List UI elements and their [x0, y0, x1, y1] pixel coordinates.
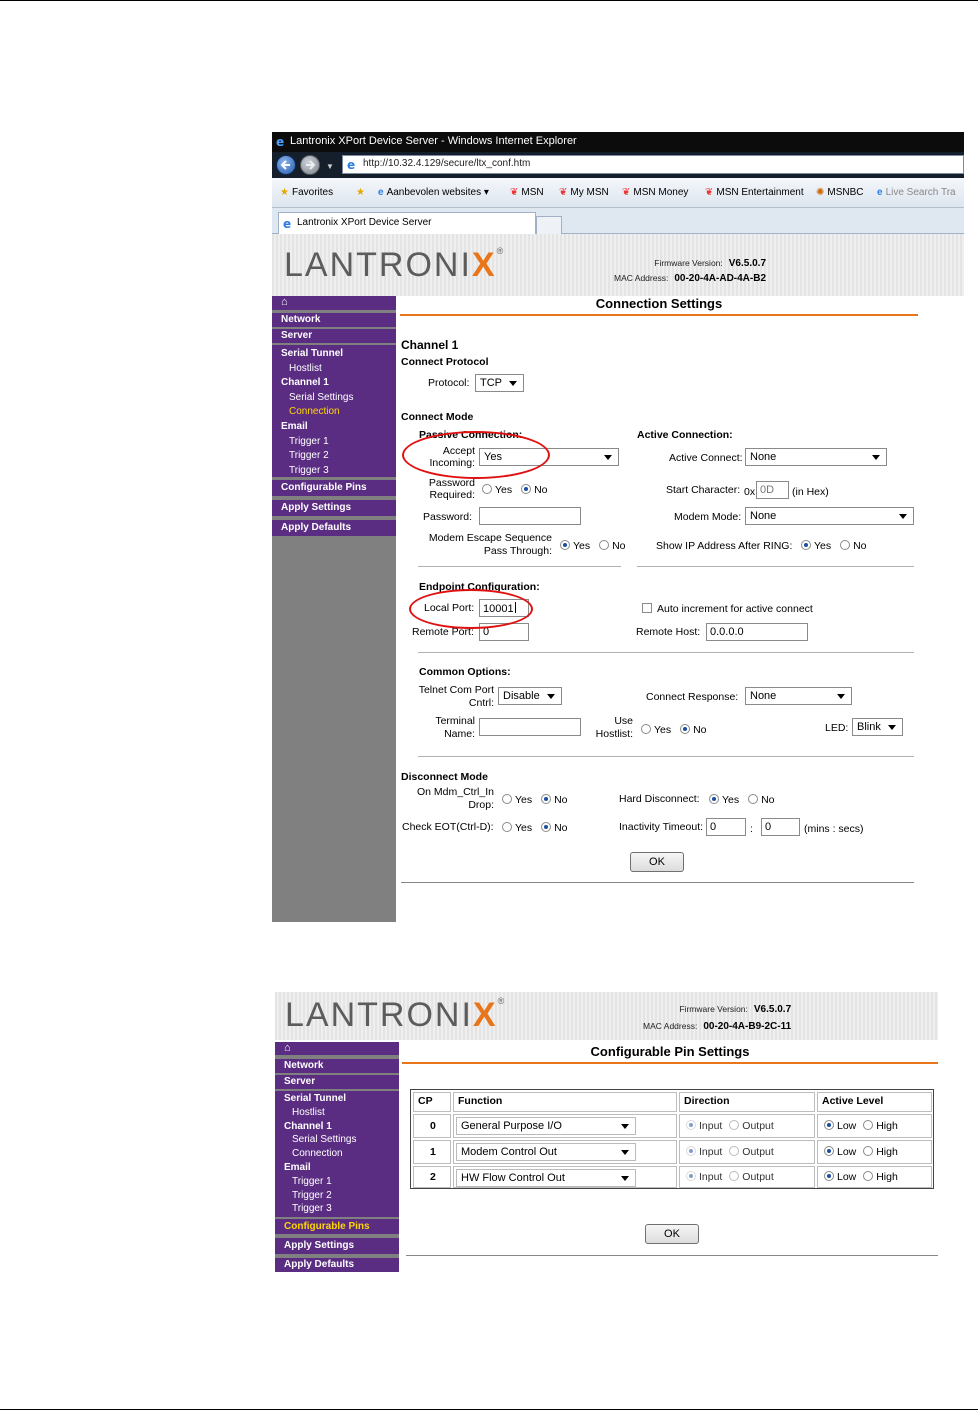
- table-cell-direction: Input Output: [679, 1114, 815, 1138]
- led-label: LED:: [825, 722, 849, 734]
- mac-value: 00-20-4A-AD-4A-B2: [674, 273, 767, 284]
- direction-input-radio[interactable]: [686, 1146, 696, 1156]
- sidebar-item-hostlist[interactable]: Hostlist: [289, 362, 322, 374]
- sidebar-item-apply-defaults[interactable]: Apply Defaults: [272, 520, 396, 536]
- sidebar-item-trigger3[interactable]: Trigger 3: [292, 1203, 332, 1215]
- accept-incoming-select[interactable]: Yes: [479, 448, 619, 466]
- msn-butterfly-icon: ❦: [705, 187, 714, 198]
- page-title: Connection Settings: [400, 296, 918, 316]
- start-character-label: Start Character:: [666, 484, 741, 496]
- disconnect-mode-heading: Disconnect Mode: [401, 771, 488, 783]
- show-ip-yes-radio[interactable]: [801, 540, 811, 550]
- table-cell-function: [453, 1140, 677, 1164]
- check-eot-yes-radio[interactable]: [502, 822, 512, 832]
- sidebar-home[interactable]: [275, 1042, 399, 1055]
- svg-text:e: e: [283, 217, 292, 229]
- sidebar-item-configurable-pins[interactable]: Configurable Pins: [275, 1219, 399, 1234]
- forward-button[interactable]: [300, 155, 320, 175]
- modem-escape-yes-radio[interactable]: [560, 540, 570, 550]
- passive-connection-heading: Passive Connection:: [419, 429, 523, 441]
- mins-secs-label: (mins : secs): [804, 823, 864, 835]
- remote-port-input[interactable]: 0: [479, 623, 529, 641]
- firmware-label: Firmware Version:: [679, 1004, 748, 1014]
- address-bar[interactable]: [342, 155, 964, 174]
- sidebar-item-serial-settings[interactable]: Serial Settings: [292, 1134, 357, 1146]
- local-port-label: Local Port:: [424, 602, 475, 614]
- auto-increment-box[interactable]: [642, 603, 652, 613]
- favorites-star-icon: ★: [280, 187, 289, 198]
- fav-link-msn-money[interactable]: ❦ MSN Money: [622, 187, 689, 198]
- use-hostlist-yes-radio[interactable]: [641, 724, 651, 734]
- configurable-pins-screenshot: [275, 992, 938, 1272]
- modem-mode-select[interactable]: None: [745, 507, 914, 525]
- modem-escape-label: Modem Escape Sequence Pass Through:: [428, 532, 552, 557]
- modem-mode-label: Modem Mode:: [674, 511, 742, 523]
- sidebar-item-trigger2[interactable]: Trigger 2: [289, 450, 329, 462]
- modem-escape-radios: Yes No: [560, 540, 626, 552]
- on-mdm-no-radio[interactable]: [541, 794, 551, 804]
- lantronix-header: [275, 992, 938, 1040]
- sidebar-item-apply-settings[interactable]: Apply Settings: [272, 500, 396, 516]
- use-hostlist-radios: Yes No: [641, 724, 707, 736]
- table-cell-function: [453, 1166, 677, 1188]
- inactivity-minutes-input[interactable]: 0: [706, 818, 746, 836]
- column-header-active-level: Active Level: [817, 1092, 932, 1112]
- add-favorite-icon[interactable]: ★: [356, 187, 365, 198]
- browser-tab[interactable]: [278, 212, 536, 234]
- protocol-select[interactable]: TCP: [475, 374, 524, 392]
- direction-input-radio[interactable]: [686, 1171, 696, 1181]
- hard-disconnect-no-radio[interactable]: [748, 794, 758, 804]
- home-icon: ⌂: [284, 1042, 291, 1054]
- mac-value: 00-20-4A-B9-2C-11: [703, 1021, 792, 1032]
- fav-link-msnbc[interactable]: ✺ MSNBC: [816, 187, 864, 198]
- highlight-circle-accept-incoming: [402, 431, 550, 479]
- inactivity-colon: :: [750, 823, 753, 835]
- use-hostlist-label: Use Hostlist:: [595, 715, 633, 740]
- on-mdm-radios: Yes No: [502, 794, 568, 806]
- divider: [401, 882, 914, 883]
- sidebar-item-connection[interactable]: Connection: [292, 1148, 343, 1160]
- remote-host-label: Remote Host:: [636, 626, 701, 638]
- ie-logo-icon: [282, 217, 294, 232]
- device-info: [643, 1004, 791, 1032]
- auto-increment-checkbox[interactable]: Auto increment for active connect: [642, 603, 813, 615]
- back-button[interactable]: [276, 155, 296, 175]
- ie-window-screenshot: [272, 132, 964, 922]
- active-connect-select[interactable]: None: [745, 448, 887, 466]
- firmware-value: V6.5.0.7: [753, 1004, 792, 1015]
- connect-mode-heading: Connect Mode: [401, 411, 474, 423]
- sidebar-item-apply-defaults[interactable]: Apply Defaults: [275, 1258, 399, 1272]
- table-cell-direction: Input Output: [679, 1166, 815, 1188]
- level-low-radio[interactable]: [824, 1171, 834, 1181]
- remote-host-input[interactable]: 0.0.0.0: [706, 623, 808, 641]
- connect-response-label: Connect Response:: [646, 691, 739, 703]
- msn-butterfly-icon: ❦: [510, 187, 519, 198]
- divider: [418, 652, 914, 653]
- level-high-radio[interactable]: [863, 1120, 873, 1130]
- terminal-name-label: Terminal Name:: [435, 715, 475, 740]
- show-ip-radios: Yes No: [801, 540, 867, 552]
- sidebar-item-serial-settings[interactable]: Serial Settings: [289, 391, 354, 403]
- msnbc-peacock-icon: ✺: [816, 187, 825, 198]
- home-icon: ⌂: [281, 296, 288, 308]
- sidebar-item-email[interactable]: Email: [284, 1161, 311, 1173]
- column-header-direction: Direction: [679, 1092, 815, 1112]
- fav-link-live-search[interactable]: e Live Search Tra: [877, 187, 956, 198]
- function-select[interactable]: Modem Control Out: [456, 1143, 636, 1161]
- window-title: Lantronix XPort Device Server - Windows Internet Explorer: [290, 135, 577, 147]
- active-connection-heading: Active Connection:: [637, 429, 733, 441]
- sidebar-item-hostlist[interactable]: Hostlist: [292, 1106, 325, 1118]
- sidebar: [272, 296, 396, 922]
- table-cell-active-level: Low High: [817, 1166, 932, 1188]
- address-url: http://10.32.4.129/secure/ltx_conf.htm: [363, 158, 531, 169]
- forward-arrow-icon: [304, 159, 316, 171]
- common-options-heading: Common Options:: [419, 666, 511, 678]
- led-select[interactable]: Blink: [852, 718, 903, 736]
- direction-input-radio[interactable]: [686, 1120, 696, 1130]
- ie-logo-icon: [275, 135, 287, 150]
- ie-navigation-bar: [272, 152, 964, 178]
- mac-label: MAC Address:: [643, 1021, 698, 1031]
- logo-registered: ®: [496, 246, 506, 256]
- ie-logo-icon: e: [378, 187, 384, 198]
- direction-output-radio[interactable]: [729, 1120, 739, 1130]
- table-cell-active-level: Low High: [817, 1140, 932, 1164]
- level-low-radio[interactable]: [824, 1120, 834, 1130]
- sidebar-item-server[interactable]: Server: [275, 1075, 399, 1089]
- table-cell-function: [453, 1114, 677, 1138]
- sidebar-item-server[interactable]: Server: [272, 329, 396, 343]
- logo-x: X: [471, 246, 497, 284]
- function-select[interactable]: HW Flow Control Out: [456, 1169, 636, 1187]
- divider: [637, 566, 914, 567]
- table-cell-cp: 2: [413, 1166, 451, 1188]
- start-character-input[interactable]: 0D: [756, 481, 789, 499]
- msn-butterfly-icon: ❦: [622, 187, 631, 198]
- channel-heading: Channel 1: [401, 338, 459, 352]
- page-top-rule: [0, 0, 978, 1]
- new-tab-button[interactable]: [536, 216, 562, 234]
- history-dropdown-icon[interactable]: ▼: [326, 162, 334, 171]
- level-low-radio[interactable]: [824, 1146, 834, 1156]
- ie-logo-icon: e: [877, 187, 883, 198]
- lantronix-logo: LANTRONIX®: [284, 246, 506, 284]
- check-eot-label: Check EOT(Ctrl-D):: [402, 821, 494, 833]
- table-cell-cp: 0: [413, 1114, 451, 1138]
- divider: [418, 566, 621, 567]
- sidebar-item-trigger1[interactable]: Trigger 1: [292, 1175, 332, 1187]
- modem-escape-no-radio[interactable]: [599, 540, 609, 550]
- ok-button[interactable]: OK: [645, 1224, 699, 1244]
- svg-text:e: e: [347, 158, 356, 170]
- column-header-cp: CP: [413, 1092, 451, 1112]
- telnet-com-select[interactable]: Disable: [498, 687, 562, 705]
- ie-tab-bar: [272, 208, 964, 234]
- back-arrow-icon: [280, 159, 292, 171]
- sidebar-item-channel1[interactable]: Channel 1: [284, 1120, 332, 1132]
- ok-button[interactable]: OK: [630, 852, 684, 872]
- password-required-no-radio[interactable]: [521, 484, 531, 494]
- local-port-input[interactable]: 10001: [479, 599, 529, 617]
- ie-title-bar: [272, 132, 964, 152]
- sidebar-item-network[interactable]: Network: [272, 313, 396, 327]
- password-required-yes-radio[interactable]: [482, 484, 492, 494]
- sidebar-home[interactable]: [272, 296, 396, 310]
- endpoint-configuration-heading: Endpoint Configuration:: [419, 581, 540, 593]
- hard-disconnect-radios: Yes No: [709, 794, 775, 806]
- lantronix-logo: LANTRONIX®: [285, 996, 507, 1034]
- sidebar-item-serial-tunnel[interactable]: Serial Tunnel: [281, 348, 344, 359]
- use-hostlist-no-radio[interactable]: [680, 724, 690, 734]
- svg-text:e: e: [276, 135, 285, 147]
- firmware-label: Firmware Version:: [654, 258, 723, 268]
- table-cell-direction: Input Output: [679, 1140, 815, 1164]
- sidebar: [275, 1042, 399, 1272]
- page-bottom-rule: [0, 1409, 978, 1410]
- hard-disconnect-yes-radio[interactable]: [709, 794, 719, 804]
- terminal-name-input[interactable]: [479, 718, 581, 736]
- level-high-radio[interactable]: [863, 1146, 873, 1156]
- fav-link-msn-entertainment[interactable]: ❦ MSN Entertainment: [705, 187, 804, 198]
- logo-x: X: [472, 996, 498, 1034]
- password-required-label: Password Required:: [428, 477, 475, 501]
- sidebar-item-apply-settings[interactable]: Apply Settings: [275, 1238, 399, 1254]
- password-input[interactable]: [479, 507, 581, 525]
- sidebar-item-serial-tunnel[interactable]: Serial Tunnel: [284, 1093, 347, 1104]
- accept-incoming-label: Accept Incoming:: [429, 445, 475, 469]
- inactivity-seconds-input[interactable]: 0: [761, 818, 800, 836]
- firmware-value: V6.5.0.7: [728, 258, 767, 269]
- show-ip-label: Show IP Address After RING:: [656, 540, 793, 552]
- mac-label: MAC Address:: [614, 273, 669, 283]
- sidebar-item-channel1[interactable]: Channel 1: [281, 377, 329, 389]
- sidebar-item-configurable-pins[interactable]: Configurable Pins: [272, 480, 396, 496]
- sidebar-item-trigger2[interactable]: Trigger 2: [292, 1189, 332, 1201]
- fav-link-aanbevolen[interactable]: e Aanbevolen websites ▾: [378, 187, 489, 198]
- configurable-pins-table: [410, 1089, 934, 1189]
- ie-logo-icon: [346, 158, 358, 173]
- show-ip-no-radio[interactable]: [840, 540, 850, 550]
- direction-output-radio[interactable]: [729, 1171, 739, 1181]
- sidebar-item-connection[interactable]: Connection: [289, 406, 340, 418]
- password-required-radios: Yes No: [482, 484, 548, 496]
- divider: [418, 756, 914, 757]
- direction-output-radio[interactable]: [729, 1146, 739, 1156]
- connect-response-select[interactable]: None: [745, 687, 852, 705]
- start-character-prefix: 0x: [744, 486, 756, 498]
- protocol-label: Protocol:: [428, 377, 470, 389]
- sidebar-group-tunnel: [275, 1091, 399, 1217]
- sidebar-item-trigger3[interactable]: Trigger 3: [289, 464, 329, 476]
- connect-protocol-heading: Connect Protocol: [401, 356, 489, 368]
- check-eot-radios: Yes No: [502, 822, 568, 834]
- favorites-bar: [272, 178, 964, 208]
- inactivity-timeout-label: Inactivity Timeout:: [619, 821, 704, 833]
- table-cell-cp: 1: [413, 1140, 451, 1164]
- function-select[interactable]: General Purpose I/O: [456, 1117, 636, 1135]
- lantronix-header: [272, 234, 964, 296]
- on-mdm-label: On Mdm_Ctrl_In Drop:: [416, 786, 494, 811]
- check-eot-no-radio[interactable]: [541, 822, 551, 832]
- in-hex-label: (in Hex): [792, 486, 829, 498]
- logo-registered: ®: [497, 996, 507, 1006]
- page-content: [272, 234, 964, 922]
- table-cell-active-level: Low High: [817, 1114, 932, 1138]
- tab-title: Lantronix XPort Device Server: [297, 217, 432, 228]
- favorites-button[interactable]: ★ Favorites: [280, 187, 334, 198]
- highlight-circle-local-port: [409, 589, 533, 629]
- fav-link-msn[interactable]: ❦ MSN: [510, 187, 544, 198]
- sidebar-group-tunnel: [272, 345, 396, 477]
- divider: [406, 1255, 938, 1256]
- telnet-com-label: Telnet Com Port Cntrl:: [418, 684, 494, 709]
- column-header-function: Function: [453, 1092, 677, 1112]
- active-connect-label: Active Connect:: [669, 452, 743, 464]
- remote-port-label: Remote Port:: [412, 626, 474, 638]
- fav-link-my-msn[interactable]: ❦ My MSN: [559, 187, 609, 198]
- level-high-radio[interactable]: [863, 1171, 873, 1181]
- sidebar-item-network[interactable]: Network: [275, 1059, 399, 1073]
- password-label: Password:: [423, 511, 473, 523]
- device-info: [614, 258, 766, 284]
- page-title: Configurable Pin Settings: [402, 1044, 938, 1064]
- hard-disconnect-label: Hard Disconnect:: [619, 793, 700, 805]
- sidebar-item-trigger1[interactable]: Trigger 1: [289, 435, 329, 447]
- msn-butterfly-icon: ❦: [559, 187, 568, 198]
- on-mdm-yes-radio[interactable]: [502, 794, 512, 804]
- sidebar-item-email[interactable]: Email: [281, 420, 308, 432]
